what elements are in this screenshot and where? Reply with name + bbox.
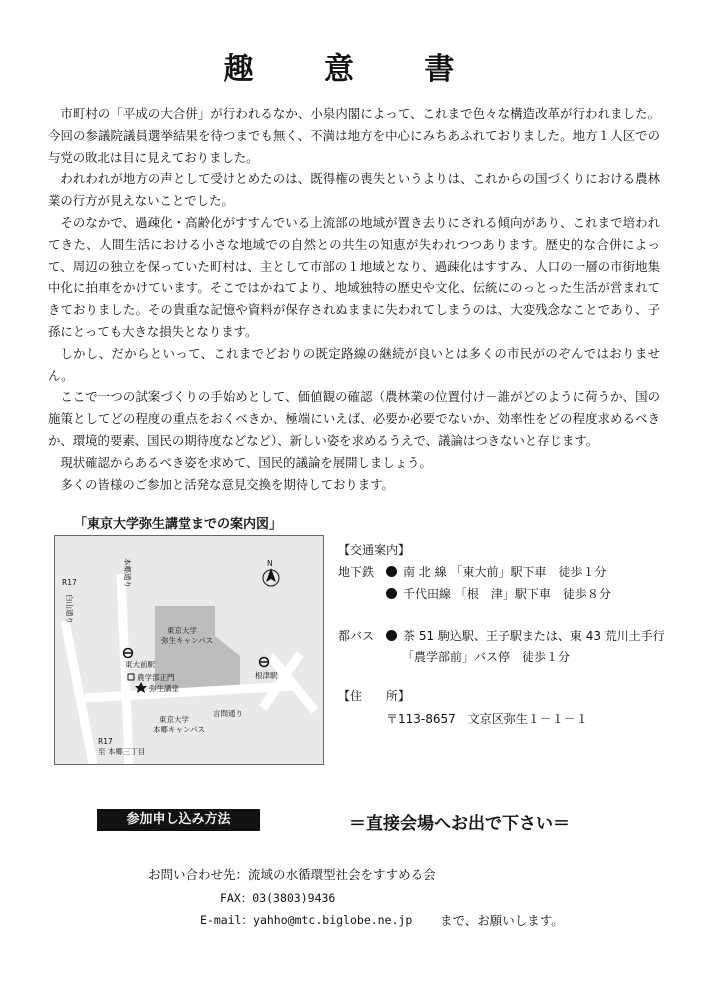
map-drawing bbox=[55, 536, 323, 764]
map-label-kototoi-dori: 言問通り bbox=[213, 709, 243, 718]
contact-organization: お問い合わせ先：流域の水循環型社会をすすめる会 bbox=[148, 867, 436, 882]
subway-label: 地下鉄 bbox=[338, 565, 375, 579]
contact-fax: FAX：03(3803)9436 bbox=[220, 891, 336, 905]
bus-line-2: 「農学部前」バス停 徒歩１分 bbox=[402, 650, 571, 664]
road-r17 bbox=[65, 621, 93, 764]
map-label-north: N bbox=[267, 559, 273, 568]
map-label-nougakubu-gate: 農学部正門 bbox=[137, 673, 175, 682]
access-map bbox=[54, 535, 324, 765]
document-title: 趣 意 書 bbox=[223, 52, 485, 87]
bus-label: 都バス bbox=[338, 629, 375, 643]
map-label-nezu-station: 根津駅 bbox=[255, 671, 278, 680]
paragraph: 多くの皆様のご参加と活発な意見交換を期待しております。 bbox=[60, 476, 394, 492]
apply-method-note: ＝直接会場へお出で下さい＝ bbox=[349, 814, 570, 834]
paragraph: 市町村の「平成の大合併」が行われるなか、小泉内閣によって、これまで色々な構造改革が行われました。今回の参議院議員選挙結果を待つまでも無く、不満は地方を中心にみちあふれておりました。地方１人区での与党の敗北は目に見えておりました。 bbox=[48, 106, 660, 165]
road-hongo-dori bbox=[121, 574, 129, 764]
paragraph: われわれが地方の声として受けとめたのは、既得権の喪失というよりは、これからの国づくりにおける農林業の行方が見えないことでした。 bbox=[48, 171, 660, 209]
bullet-icon bbox=[386, 588, 397, 599]
subway-station-icon bbox=[259, 658, 269, 667]
subway-line-1: 南 北 線 「東大前」駅下車 徒歩１分 bbox=[386, 563, 606, 580]
map-heading: 「東京大学弥生講堂までの案内図」 bbox=[74, 517, 283, 532]
subway-line-2: 千代田線 「根 津」駅下車 徒歩８分 bbox=[386, 585, 611, 602]
statement-body bbox=[48, 103, 660, 495]
address-value: 〒113-8657 文京区弥生１－１－１ bbox=[386, 712, 588, 726]
map-label-campus-hongo: 本郷キャンパス bbox=[153, 725, 205, 734]
contact-closing: まで、お願いします。 bbox=[440, 913, 564, 928]
map-label-todaimae-station: 東大前駅 bbox=[125, 660, 155, 669]
map-label-campus-yayoi: 弥生キャンパス bbox=[161, 636, 213, 645]
bullet-icon bbox=[386, 566, 397, 577]
bullet-icon bbox=[386, 630, 397, 641]
north-arrow-icon bbox=[263, 568, 279, 586]
road-kototoi bbox=[85, 686, 295, 698]
apply-method-label: 参加申し込み方法 bbox=[97, 809, 260, 831]
map-label-hakusan-dori: 白山通り bbox=[65, 594, 74, 624]
map-label-yayoi-hall: 弥生講堂 bbox=[149, 684, 179, 693]
paragraph: 現状確認からあるべき姿を求めて、国民的議論を展開しましょう。 bbox=[60, 454, 432, 470]
paragraph: しかし、だからといって、これまでどおりの既定路線の継続が良いとは多くの市民がのぞんではおりません。 bbox=[48, 345, 660, 383]
bus-line-1: 茶 51 駒込駅、王子駅または、東 43 荒川土手行 bbox=[386, 627, 665, 644]
map-label-hongo-dori: 本郷通り bbox=[123, 558, 132, 588]
map-label-campus-yayoi: 東京大学 bbox=[167, 626, 197, 635]
map-label-r17: R17 bbox=[62, 578, 77, 587]
paragraph: ここで一つの試案づくりの手始めとして、価値観の確認（農林業の位置付け－誰がどのように荷うか、国の施策としてどの程度の重点をおくべきか、極端にいえば、必要か必要でないか、効率性をどの程度求めるべきか、環境的要素、国民の期待度などなど）、新しい姿を求めるうえで、議論はつきないと存じます。 bbox=[48, 389, 660, 448]
address-heading: 【住 所】 bbox=[338, 689, 411, 703]
map-label-r17-bottom: R17 bbox=[98, 737, 113, 746]
paragraph: そのなかで、過疎化・高齢化がすすんでいる上流部の地域が置き去りにされる傾向があり、これまで培われてきた、人間生活における小さな地域での自然との共生の知恵が失われつつあります。歴史的な合併によって、周辺の独立を保っていた町村は、主として市部の１地域となり、過疎化はすすみ、人口の一層の市街地集中化に拍車をかけています。そこではかねてより、地域独特の歴史や文化、伝統にのっとった生活が営まれてきておりました。その貴重な記憶や資料が保存されぬままに失われてしまうのは、大変残念なことであり、子孫にとっても大きな損失となります。 bbox=[48, 214, 660, 339]
map-label-campus-hongo: 東京大学 bbox=[159, 715, 189, 724]
map-label-hongo-sanchome: 至 本郷三丁目 bbox=[98, 747, 146, 756]
contact-email[interactable]: E-mail：yahho@mtc.biglobe.ne.jp bbox=[200, 913, 413, 927]
transport-heading: 【交通案内】 bbox=[338, 543, 411, 557]
